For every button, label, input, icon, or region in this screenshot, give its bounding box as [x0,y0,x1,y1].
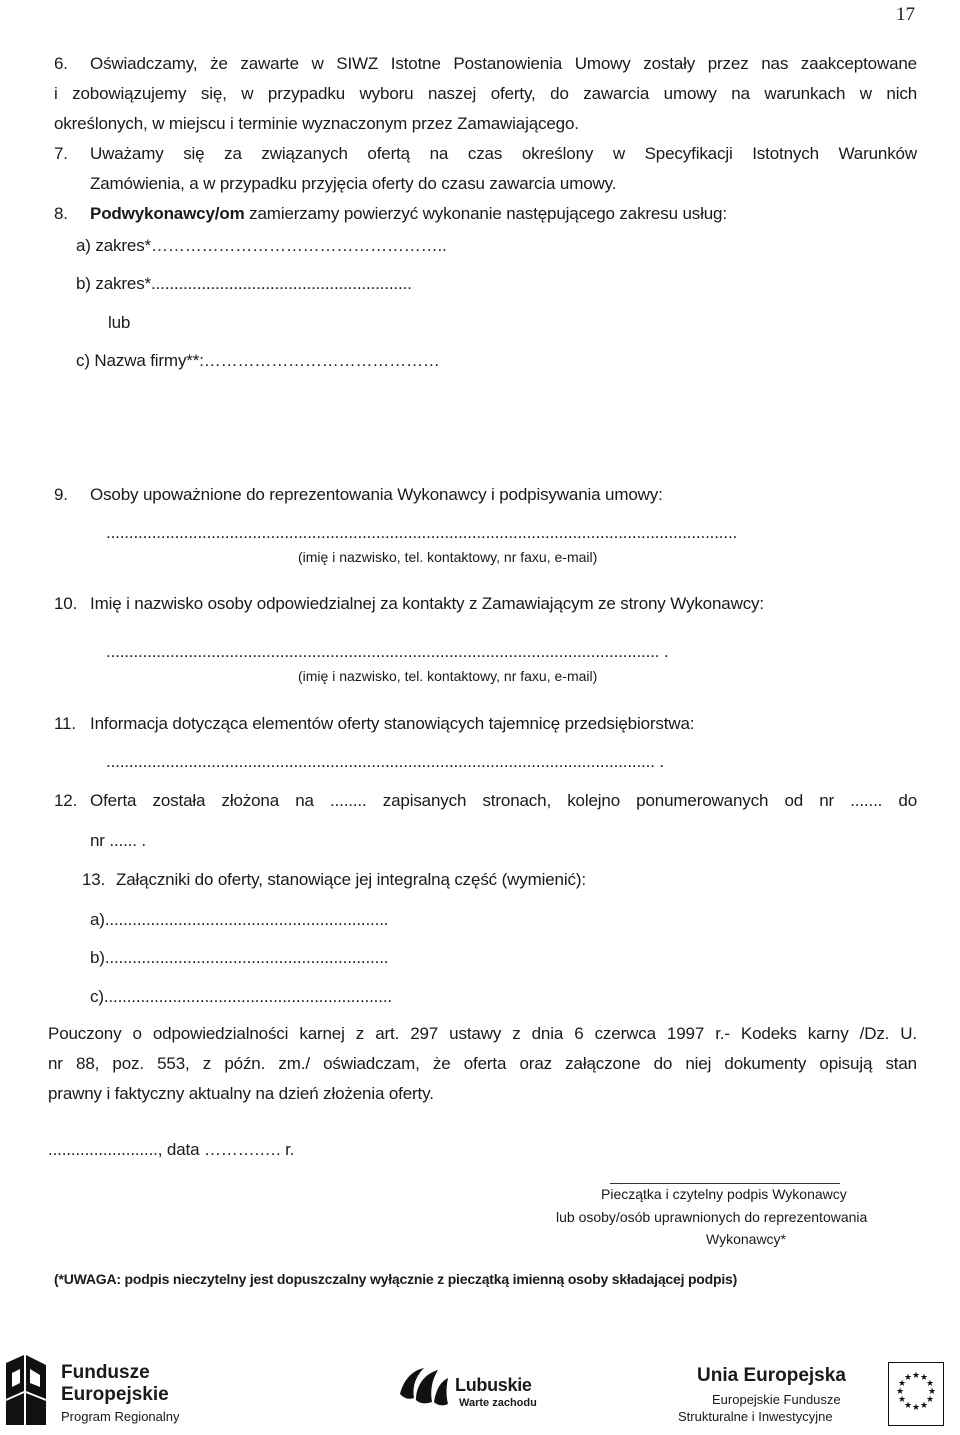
item-9-number: 9. [54,485,68,504]
item-7-line-1: Uważamy się za związanych ofertą na czas określony w Specyfikacji Istotnych Warunków [90,144,917,163]
item-12-number: 12. [54,791,78,810]
signature-caption-3: Wykonawcy* [706,1231,787,1247]
fe-logo-line-1: Fundusze [61,1362,150,1383]
item-13-c: c)............................................................... [90,987,392,1006]
item-8-number: 8. [54,204,68,223]
item-12-line-2: nr ...... . [90,831,146,850]
item-13-number: 13. [82,870,106,889]
item-11-number: 11. [54,714,76,733]
item-6-line-1: Oświadczamy, że zawarte w SIWZ Istotne Postanowienia Umowy zostały przez nas zaakceptowane [90,54,917,73]
date-line: ........................, data ……….…. r. [48,1140,295,1159]
item-13-b: b).............................................................. [90,948,389,967]
page-number: 17 [896,4,915,25]
signature-caption-2: lub osoby/osób uprawnionych do reprezentowania [556,1209,868,1225]
lubuskie-tagline: Warte zachodu [459,1397,537,1409]
item-13-a: a).............................................................. [90,910,389,929]
item-8-c: c) Nazwa firmy**:…………………………………… [76,351,440,370]
item-12-line-1: Oferta została złożona na ........ zapisanych stronach, kolejno ponumerowanych od nr ....... do [90,791,917,810]
item-8-text [90,204,727,224]
item-8-a: a) zakres*…………………………………………….. [76,236,447,255]
fe-logo-line-2: Europejskie [61,1384,169,1405]
fe-logo-icon [4,1353,48,1427]
item-7-number: 7. [54,144,68,163]
ue-line-2: Europejskie Fundusze [712,1392,841,1407]
item-10-number: 10. [54,594,78,613]
signature-line [610,1183,840,1184]
item-10-dots: ......................................................................................................................... . [106,642,669,661]
fe-logo-line-3: Program Regionalny [61,1409,180,1424]
item-8-lub: lub [108,313,131,332]
lubuskie-name: Lubuskie [455,1375,532,1395]
lubuskie-logo-icon [398,1364,450,1410]
item-8-rest: zamierzamy powierzyć wykonanie następującego zakresu usług: [244,204,727,223]
item-7-line-2: Zamówienia, a w przypadku przyjęcia oferty do czasu zawarcia umowy. [90,174,617,193]
item-8-bold: Podwykonawcy/om [90,204,245,223]
item-9-text: Osoby upoważnione do reprezentowania Wykonawcy i podpisywania umowy: [90,485,663,504]
ue-title: Unia Europejska [697,1365,846,1386]
ue-line-3: Strukturalne i Inwestycyjne [678,1409,833,1424]
item-6-line-2: i zobowiązujemy się, w przypadku wyboru naszej oferty, do zawarcia umowy na warunkach w nich [54,84,917,103]
item-8-b: b) zakres*......................................................... [76,274,412,293]
item-9-dots: .......................................................................................................................................... [106,523,738,542]
item-6-number: 6. [54,54,68,73]
item-11-dots: ........................................................................................................................ . [106,752,664,771]
item-6-line-3: określonych, w miejscu i terminie wyznaczonym przez Zamawiającego. [54,114,579,133]
pouczony-line-3: prawny i faktyczny aktualny na dzień złożenia oferty. [48,1084,434,1103]
pouczony-line-1: Pouczony o odpowiedzialności karnej z art. 297 ustawy z dnia 6 czerwca 1997 r.- Kodeks karny /Dz. U. [48,1024,917,1043]
item-13-text: Załączniki do oferty, stanowiące jej integralną część (wymienić): [116,870,586,889]
item-9-caption: (imię i nazwisko, tel. kontaktowy, nr faxu, e-mail) [298,549,598,565]
pouczony-line-2: nr 88, poz. 553, z późn. zm./ oświadczam, że oferta oraz załączone do niej dokumenty opisują stan [48,1054,917,1073]
item-11-text: Informacja dotycząca elementów oferty stanowiących tajemnicę przedsiębiorstwa: [90,714,695,733]
eu-flag-icon: ★ ★ ★ ★ ★ ★ ★ ★ ★ ★ ★ ★ [888,1362,944,1426]
item-10-text: Imię i nazwisko osoby odpowiedzialnej za kontakty z Zamawiającym ze strony Wykonawcy: [90,594,764,613]
item-10-caption: (imię i nazwisko, tel. kontaktowy, nr faxu, e-mail) [298,668,598,684]
final-note: (*UWAGA: podpis nieczytelny jest dopuszczalny wyłącznie z pieczątką imienną osoby składającej podpis) [54,1271,738,1287]
signature-caption-1: Pieczątka i czytelny podpis Wykonawcy [601,1186,847,1202]
